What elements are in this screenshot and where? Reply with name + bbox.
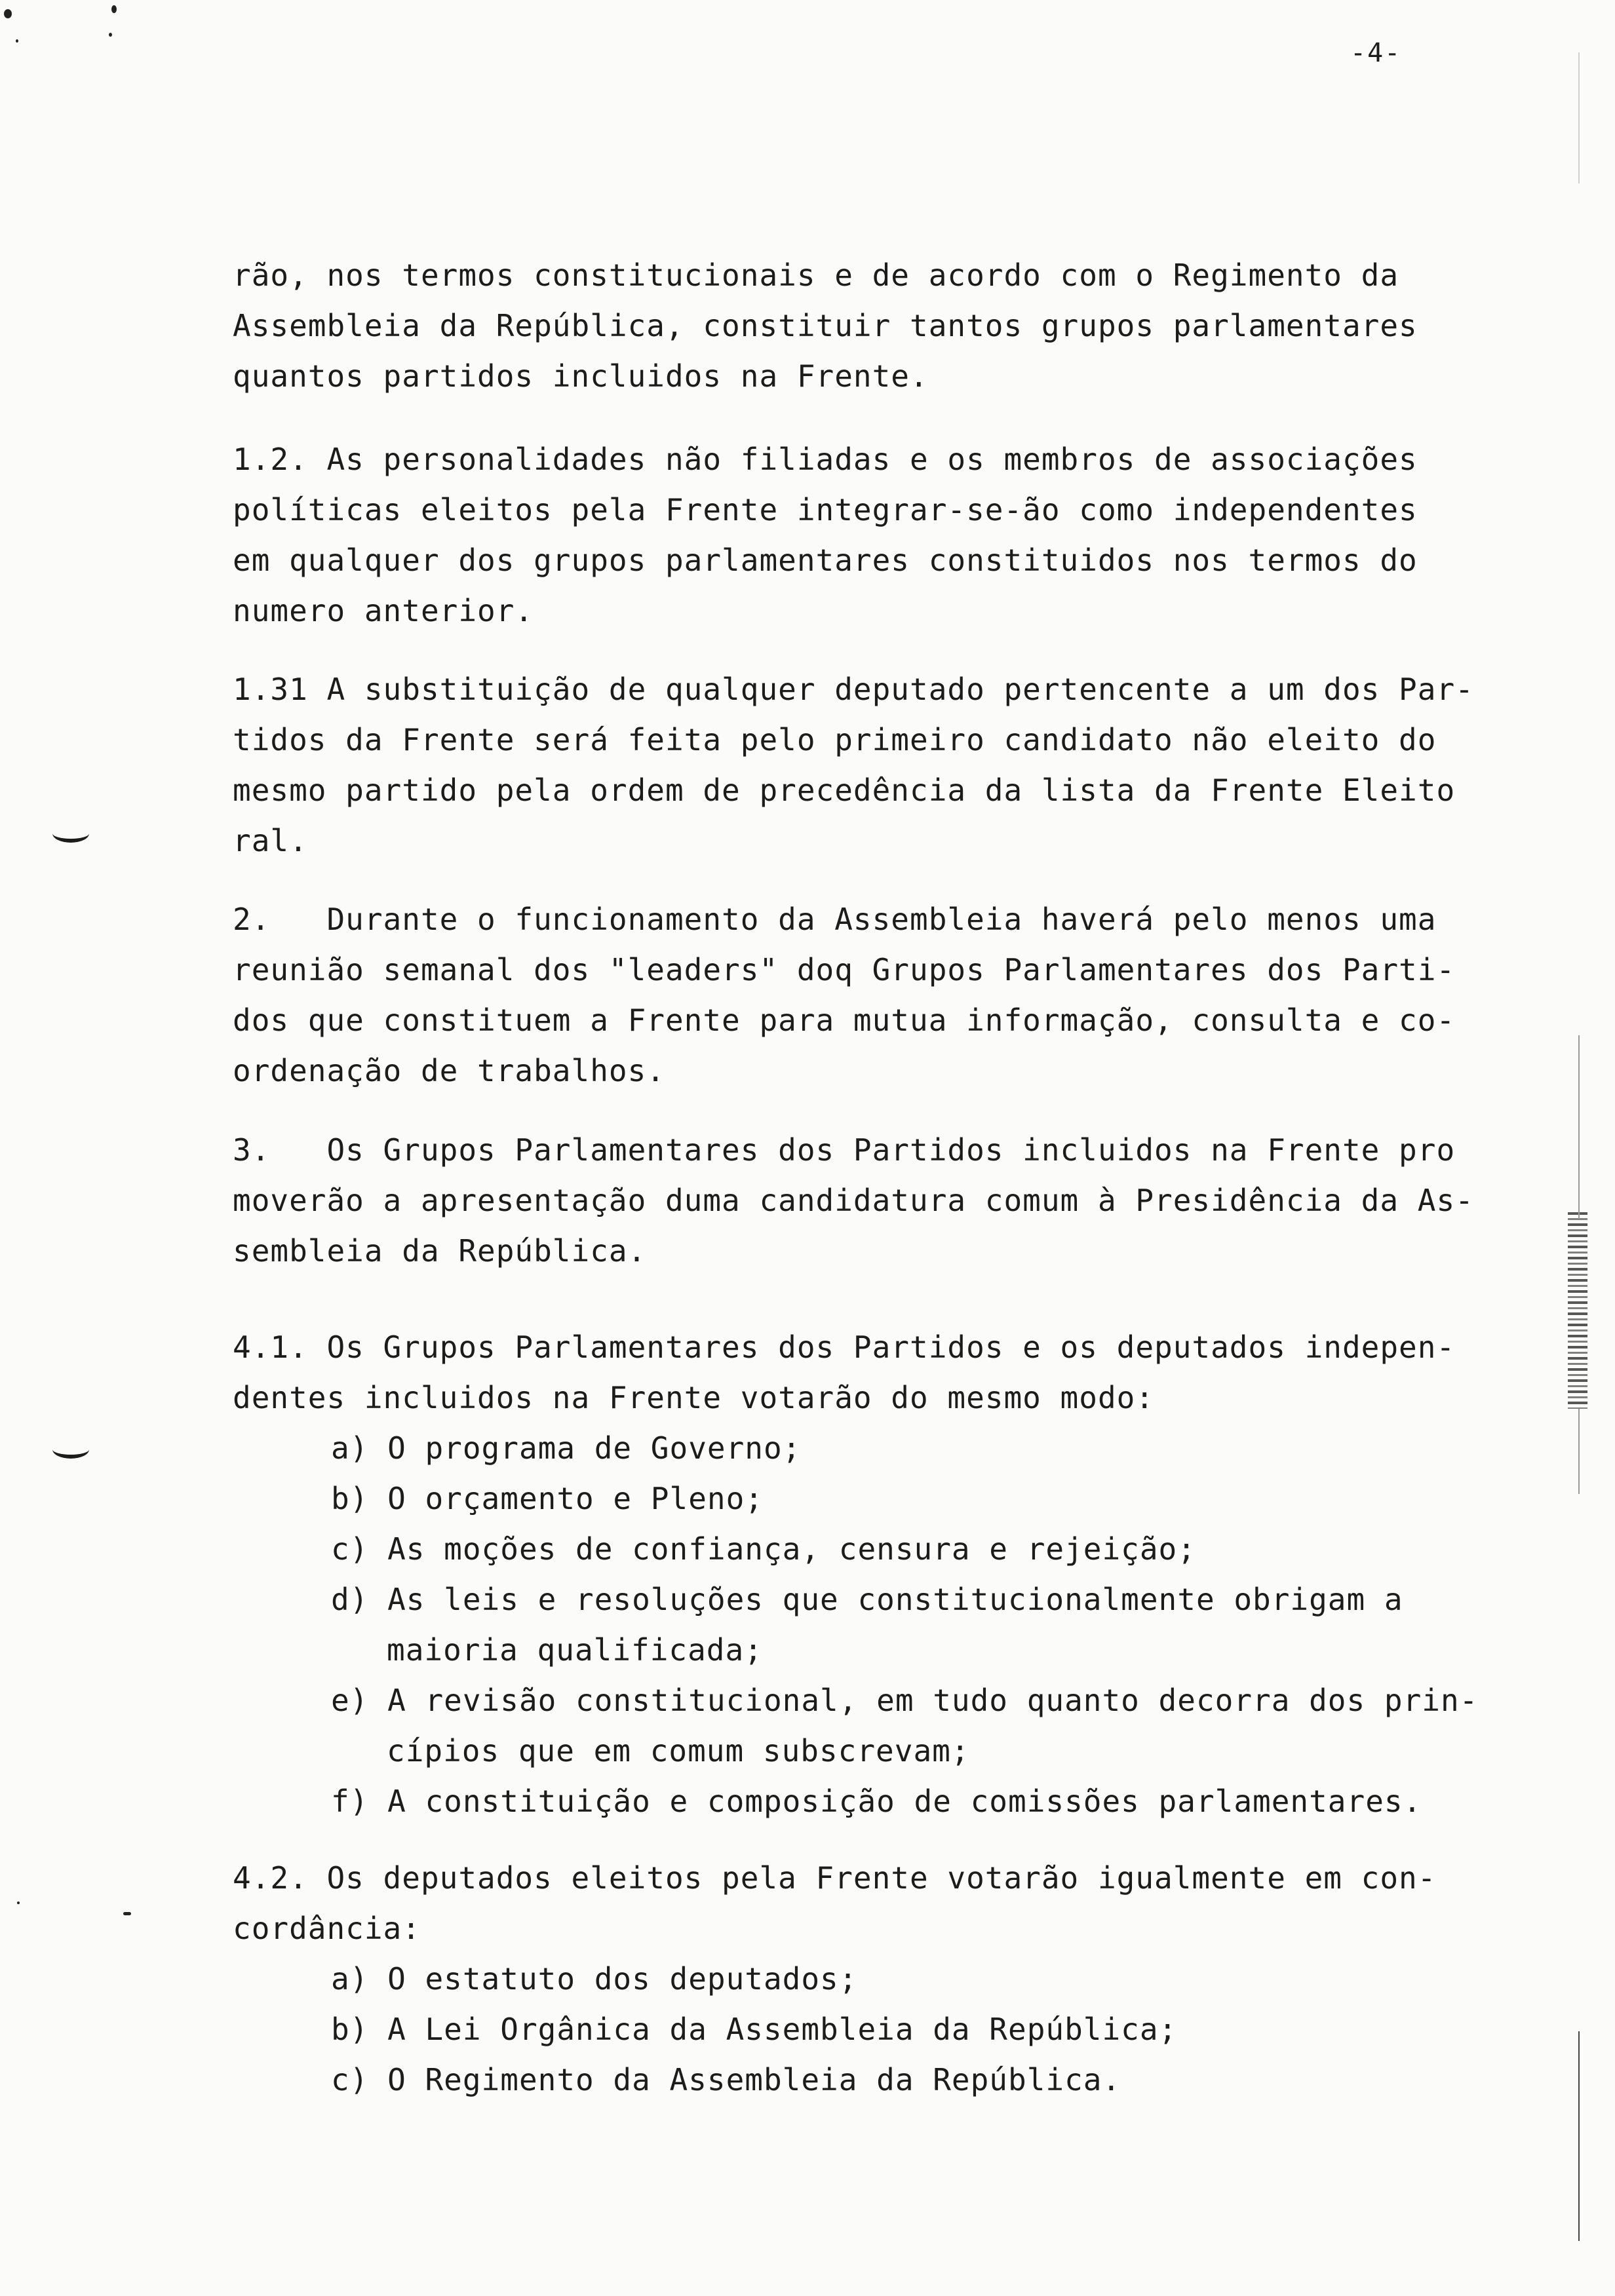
paragraph-4-2 (233, 1853, 1530, 2105)
text-line: ral. (233, 823, 308, 858)
punch-mark (111, 5, 117, 13)
text-line: quantos partidos incluidos na Frente. (233, 358, 929, 394)
text-line: políticas eleitos pela Frente integrar-se-ão como independentes (233, 492, 1418, 527)
text-line: 3. Os Grupos Parlamentares dos Partidos incluidos na Frente pro (233, 1132, 1456, 1168)
punch-mark (16, 39, 18, 43)
text-line: dentes incluidos na Frente votarão do mesmo modo: (233, 1380, 1155, 1415)
text-line: numero anterior. (233, 593, 534, 628)
list-item: b) A Lei Orgânica da Assembleia da República; (331, 2012, 1178, 2047)
list-item: c) O Regimento da Assembleia da República. (331, 2062, 1121, 2097)
paragraph-2 (233, 894, 1530, 1096)
text-line: rão, nos termos constitucionais e de acordo com o Regimento da (233, 258, 1399, 293)
scan-edge-artifact (1568, 1212, 1587, 1409)
text-line: em qualquer dos grupos parlamentares constituidos nos termos do (233, 543, 1418, 578)
paragraph-1-3 (233, 664, 1530, 866)
text-line: moverão a apresentação duma candidatura comum à Presidência da As- (233, 1183, 1474, 1218)
text-line: reunião semanal dos "leaders" doq Grupos Parlamentares dos Parti- (233, 952, 1456, 987)
punch-mark (17, 1902, 20, 1904)
text-line: cordância: (233, 1911, 421, 1946)
paragraph-3 (233, 1125, 1530, 1276)
punch-mark (4, 9, 12, 18)
text-line: 2. Durante o funcionamento da Assembleia haverá pelo menos uma (233, 902, 1437, 937)
paragraph-continuation (233, 250, 1530, 402)
list-item: a) O programa de Governo; (331, 1430, 802, 1466)
text-line: mesmo partido pela ordem de precedência da lista da Frente Eleito (233, 773, 1456, 808)
text-line: 4.2. Os deputados eleitos pela Frente votarão igualmente em con- (233, 1860, 1437, 1896)
scan-edge-artifact (1578, 1409, 1580, 1494)
text-line: dos que constituem a Frente para mutua informação, consulta e co- (233, 1003, 1456, 1038)
list-item: a) O estatuto dos deputados; (331, 1961, 858, 1997)
text-line: 1.31 A substituição de qualquer deputado pertencente a um dos Par- (233, 672, 1474, 707)
list-item-continuation: maioria qualificada; (387, 1632, 763, 1668)
text-line: ordenação de trabalhos. (233, 1053, 665, 1088)
text-line: sembleia da República. (233, 1233, 647, 1269)
list-item-continuation: cípios que em comum subscrevam; (387, 1733, 970, 1769)
text-line: Assembleia da República, constituir tantos grupos parlamentares (233, 308, 1418, 343)
list-item: b) O orçamento e Pleno; (331, 1481, 764, 1516)
scan-edge-artifact (1578, 2031, 1580, 2241)
scan-edge-artifact (1578, 52, 1580, 183)
text-line: 1.2. As personalidades não filiadas e os membros de associações (233, 442, 1418, 477)
punch-mark (109, 33, 112, 37)
paragraph-4-1 (233, 1322, 1530, 1827)
binder-hole-mark (52, 1440, 89, 1459)
paragraph-1-2 (233, 434, 1530, 636)
page-number: -4- (1350, 38, 1402, 68)
list-item: f) A constituição e composição de comissões parlamentares. (331, 1784, 1422, 1819)
punch-mark (123, 1912, 131, 1915)
list-item: c) As moções de confiança, censura e rejeição; (331, 1531, 1196, 1567)
text-line: 4.1. Os Grupos Parlamentares dos Partidos e os deputados indepen- (233, 1330, 1456, 1365)
binder-hole-mark (52, 824, 89, 843)
text-line: tidos da Frente será feita pelo primeiro candidato não eleito do (233, 722, 1437, 757)
scan-edge-artifact (1578, 1035, 1580, 1219)
list-item: d) As leis e resoluções que constitucionalmente obrigam a (331, 1582, 1403, 1617)
list-item: e) A revisão constitucional, em tudo quanto decorra dos prin- (331, 1683, 1479, 1718)
